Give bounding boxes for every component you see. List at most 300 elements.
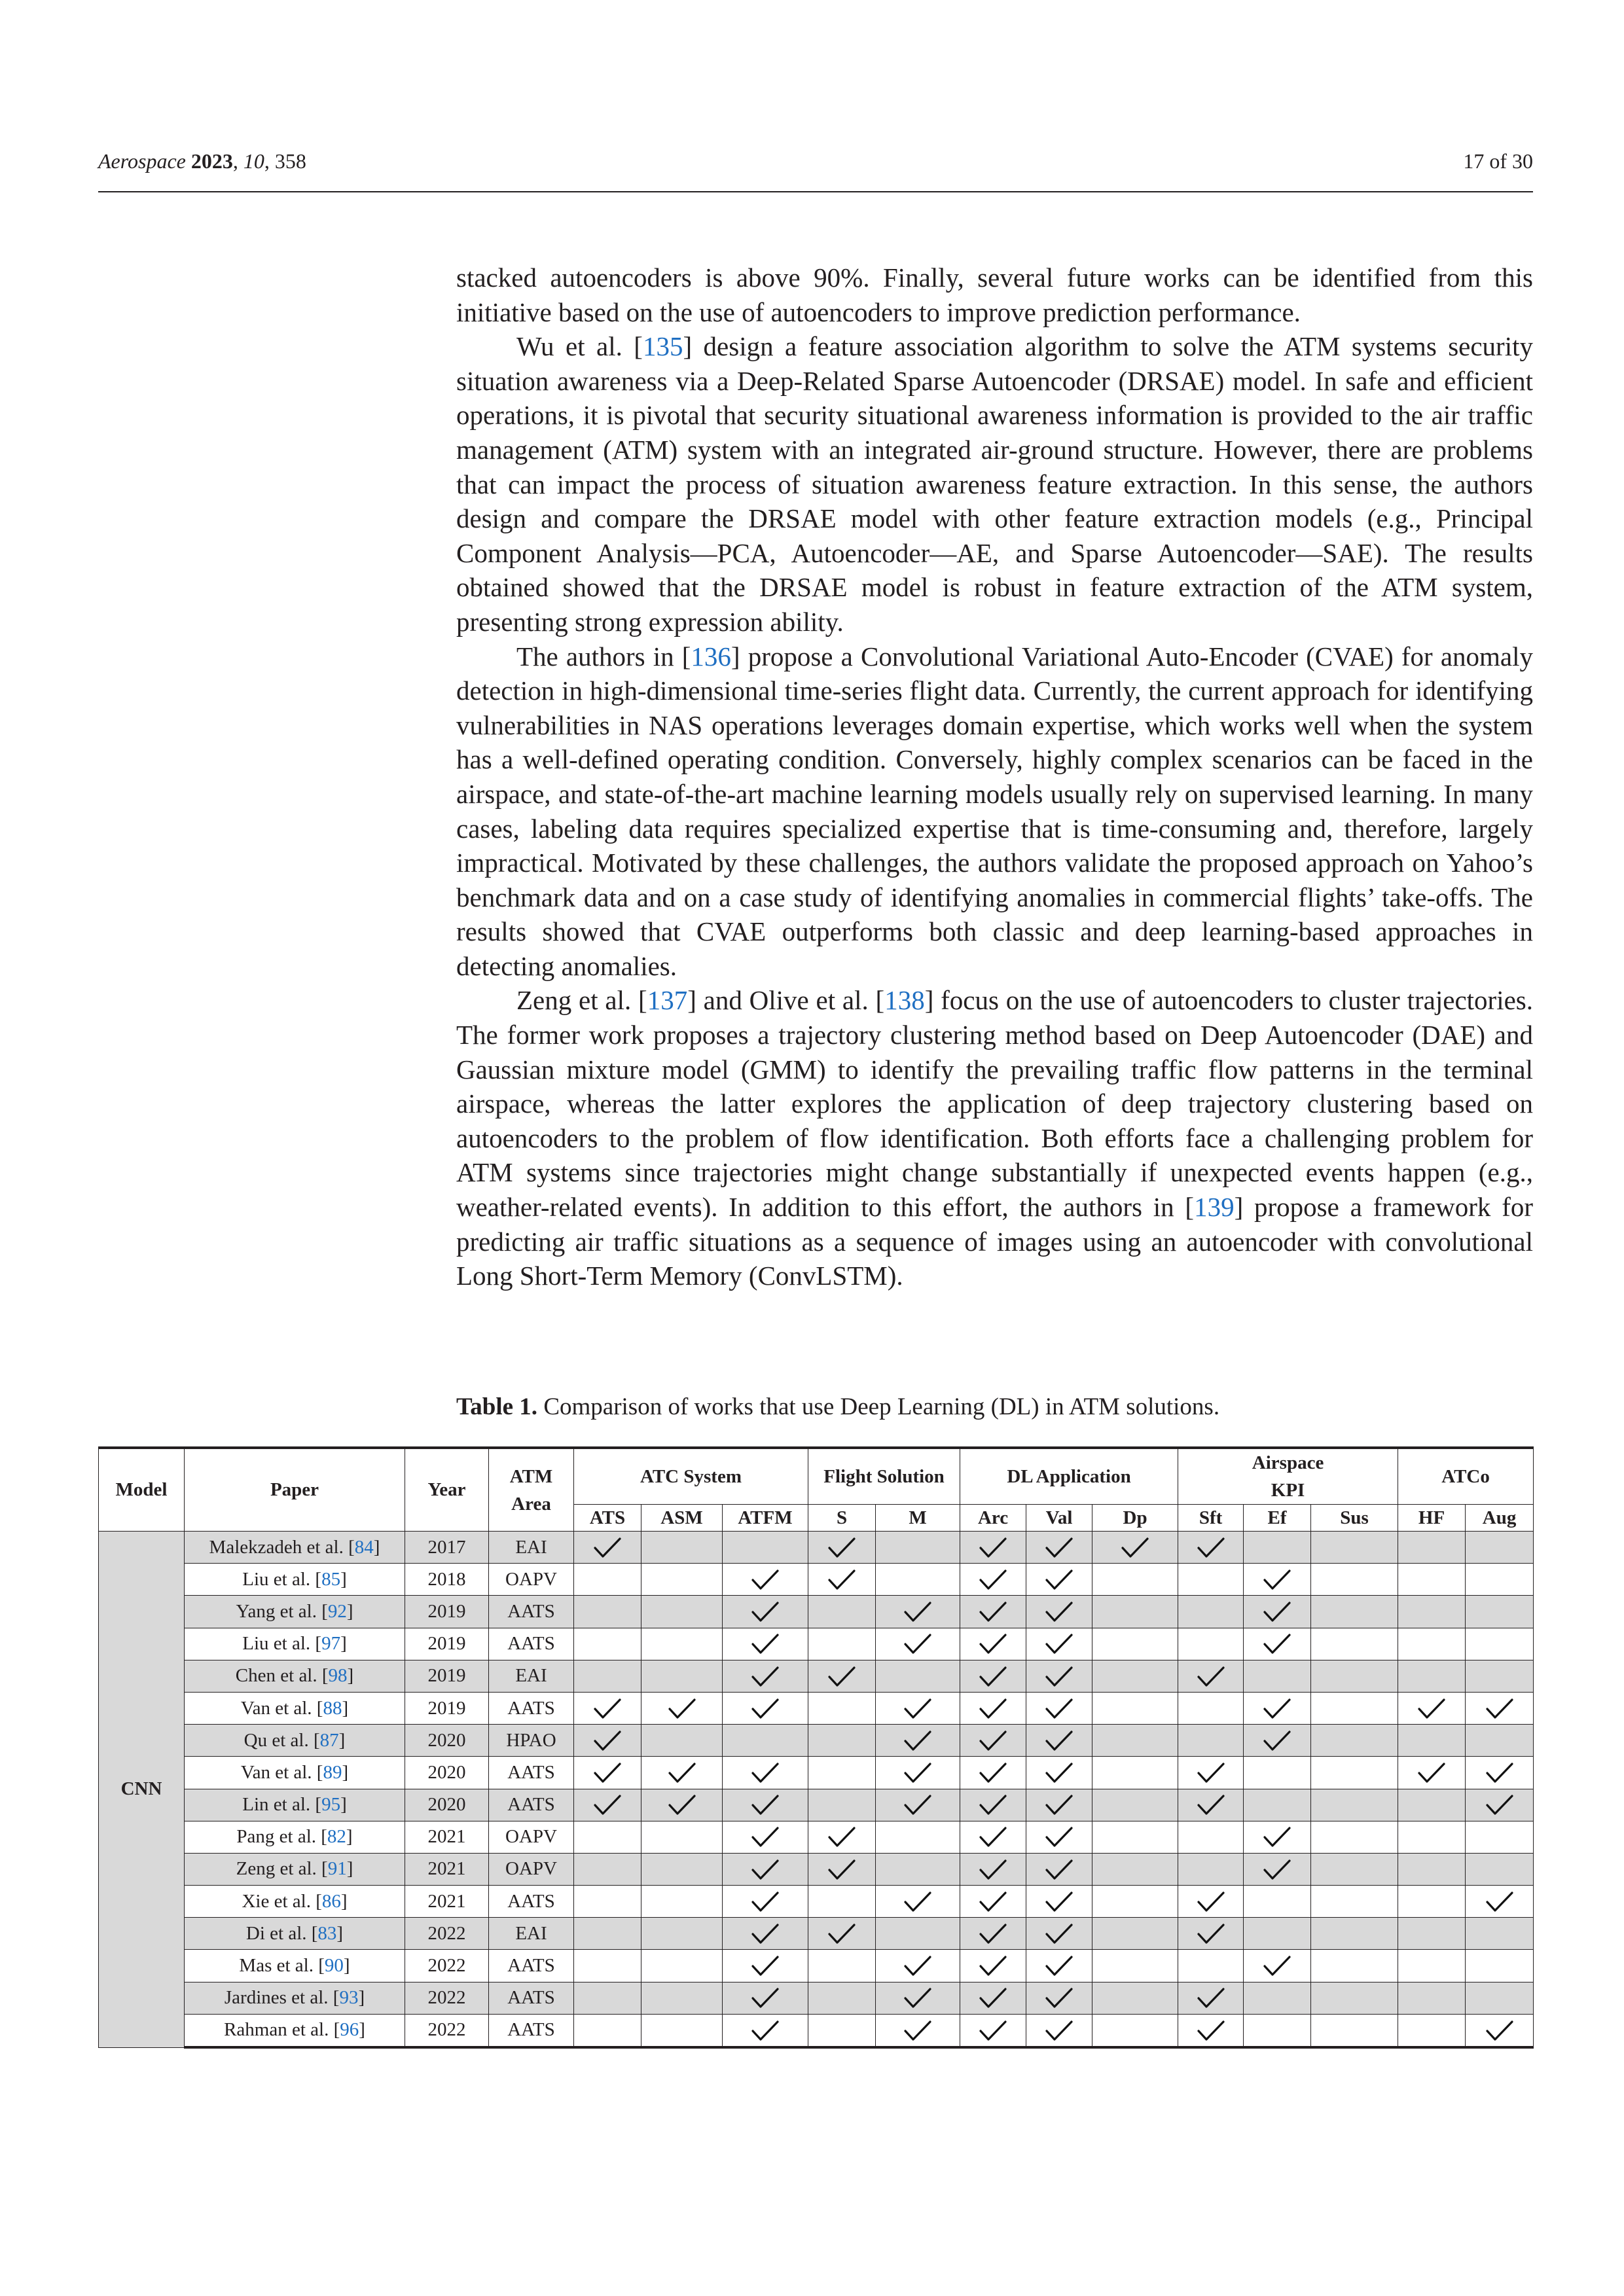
atm-area-cell: AATS <box>489 1789 574 1821</box>
cell-arc <box>960 1725 1026 1757</box>
cell-sft <box>1178 1950 1244 1982</box>
cell-ef <box>1244 1918 1311 1950</box>
cell-sus <box>1311 2014 1398 2047</box>
cell-atfm <box>723 1725 808 1757</box>
cell-arc <box>960 1660 1026 1692</box>
checkmark-icon <box>1263 1633 1291 1655</box>
checkmark-icon <box>903 1698 932 1720</box>
cell-sus <box>1311 1886 1398 1918</box>
subheader-val: Val <box>1026 1505 1092 1532</box>
checkmark-icon <box>1045 1826 1074 1848</box>
citation-link[interactable]: 135 <box>642 331 683 362</box>
cell-aug <box>1466 1982 1534 2014</box>
cell-s <box>808 1821 876 1853</box>
cell-val <box>1026 1596 1092 1628</box>
cell-hf <box>1398 1789 1466 1821</box>
checkmark-icon <box>979 1762 1007 1784</box>
bracket-close: ] <box>373 1536 380 1558</box>
cell-s <box>808 2014 876 2047</box>
cell-dp <box>1092 1757 1178 1789</box>
cell-m <box>876 1918 960 1950</box>
atm-area-cell: HPAO <box>489 1725 574 1757</box>
citation-link[interactable]: 87 <box>319 1729 339 1751</box>
cell-dp <box>1092 1950 1178 1982</box>
cell-aug <box>1466 1853 1534 1885</box>
checkmark-icon <box>593 1794 622 1816</box>
checkmark-icon <box>827 1666 856 1688</box>
checkmark-icon <box>979 1987 1007 2009</box>
cell-sus <box>1311 1853 1398 1885</box>
cell-ef <box>1244 1853 1311 1885</box>
cell-atfm <box>723 1950 808 1982</box>
cell-val <box>1026 1660 1092 1692</box>
paper-cell <box>185 1886 405 1918</box>
table-row <box>99 1821 1534 1853</box>
checkmark-icon <box>979 1569 1007 1591</box>
paper-cell <box>185 1692 405 1724</box>
cell-arc <box>960 1564 1026 1596</box>
cell-asm <box>641 1757 723 1789</box>
paper-cell <box>185 1757 405 1789</box>
checkmark-icon <box>903 1601 932 1623</box>
paper-author: Mas et al. [ <box>239 1955 325 1977</box>
table-caption <box>456 1393 1219 1421</box>
checkmark-icon <box>1045 1537 1074 1559</box>
bracket-close: ] <box>342 1697 349 1719</box>
checkmark-icon <box>1045 1987 1074 2009</box>
cell-s <box>808 1853 876 1885</box>
atm-area-cell: EAI <box>489 1532 574 1564</box>
checkmark-icon <box>751 1923 780 1945</box>
cell-asm <box>641 1596 723 1628</box>
checkmark-icon <box>1045 1794 1074 1816</box>
table-caption-text: Comparison of works that use Deep Learning (DL) in ATM solutions. <box>537 1393 1220 1420</box>
checkmark-icon <box>1045 1891 1074 1913</box>
checkmark-icon <box>1263 1601 1291 1623</box>
paper-author: Chen et al. [ <box>235 1665 329 1687</box>
year-cell: 2021 <box>405 1821 489 1853</box>
cell-arc <box>960 1821 1026 1853</box>
running-header-journal: Aerospace 2023, 10, 358 <box>98 149 306 173</box>
cell-sus <box>1311 1596 1398 1628</box>
cell-atfm <box>723 1532 808 1564</box>
table-row <box>99 1918 1534 1950</box>
cell-aug <box>1466 1950 1534 1982</box>
checkmark-icon <box>827 1923 856 1945</box>
table-row <box>99 1660 1534 1692</box>
comparison-table <box>98 1446 1534 2049</box>
checkmark-icon <box>668 1794 696 1816</box>
checkmark-icon <box>903 1633 932 1655</box>
paragraph-3 <box>456 639 1533 984</box>
year-cell: 2020 <box>405 1757 489 1789</box>
citation-link[interactable]: 83 <box>317 1922 337 1944</box>
cell-m <box>876 1789 960 1821</box>
paper-author: Liu et al. [ <box>242 1568 322 1590</box>
cell-val <box>1026 1950 1092 1982</box>
checkmark-icon <box>979 1666 1007 1688</box>
cell-dp <box>1092 1660 1178 1692</box>
checkmark-icon <box>751 1826 780 1848</box>
year-cell: 2019 <box>405 1628 489 1660</box>
cell-sus <box>1311 1789 1398 1821</box>
bracket-close: ] <box>359 2019 365 2041</box>
paper-cell <box>185 1789 405 1821</box>
cell-hf <box>1398 1757 1466 1789</box>
citation-link[interactable]: 91 <box>327 1858 347 1880</box>
cell-dp <box>1092 1853 1178 1885</box>
paper-cell <box>185 1596 405 1628</box>
citation-link[interactable]: 95 <box>321 1794 341 1816</box>
checkmark-icon <box>979 1633 1007 1655</box>
cell-asm <box>641 1982 723 2014</box>
citation-link[interactable]: 90 <box>324 1955 344 1977</box>
citation-link[interactable]: 138 <box>884 985 925 1016</box>
year-cell: 2021 <box>405 1853 489 1885</box>
cell-ats <box>574 1789 641 1821</box>
table-row <box>99 1596 1534 1628</box>
cell-val <box>1026 1725 1092 1757</box>
citation-link[interactable]: 93 <box>339 1987 359 2009</box>
cell-atfm <box>723 1821 808 1853</box>
atm-area-cell: AATS <box>489 1886 574 1918</box>
subheader-dp: Dp <box>1092 1505 1178 1532</box>
cell-ats <box>574 1886 641 1918</box>
cell-atfm <box>723 1596 808 1628</box>
cell-s <box>808 1532 876 1564</box>
cell-val <box>1026 1564 1092 1596</box>
citation-link[interactable]: 92 <box>327 1600 347 1622</box>
checkmark-icon <box>1045 1730 1074 1752</box>
cell-dp <box>1092 1564 1178 1596</box>
cell-ef <box>1244 1596 1311 1628</box>
cell-m <box>876 1660 960 1692</box>
subheader-asm: ASM <box>641 1505 723 1532</box>
cell-s <box>808 1725 876 1757</box>
cell-ats <box>574 1853 641 1885</box>
checkmark-icon <box>1197 1666 1225 1688</box>
checkmark-icon <box>1263 1955 1291 1977</box>
checkmark-icon <box>1197 1537 1225 1559</box>
cell-sft <box>1178 1725 1244 1757</box>
cell-sft <box>1178 1886 1244 1918</box>
checkmark-icon <box>1485 1891 1514 1913</box>
cell-ef <box>1244 1982 1311 2014</box>
subheader-ef: Ef <box>1244 1505 1311 1532</box>
cell-val <box>1026 1789 1092 1821</box>
cell-arc <box>960 1789 1026 1821</box>
checkmark-icon <box>903 2020 932 2042</box>
citation-link[interactable]: 97 <box>321 1633 341 1655</box>
checkmark-icon <box>903 1891 932 1913</box>
checkmark-icon <box>1045 1762 1074 1784</box>
checkmark-icon <box>1263 1730 1291 1752</box>
cell-s <box>808 1596 876 1628</box>
cell-atfm <box>723 1918 808 1950</box>
col-header-atm-area: ATM Area <box>489 1448 574 1532</box>
cell-sft <box>1178 1918 1244 1950</box>
paragraph-4 <box>456 983 1533 1293</box>
checkmark-icon <box>1045 1569 1074 1591</box>
cell-dp <box>1092 1886 1178 1918</box>
paper-author: Van et al. [ <box>240 1697 323 1719</box>
cell-sft <box>1178 1757 1244 1789</box>
subheader-sus: Sus <box>1311 1505 1398 1532</box>
paper-cell <box>185 1564 405 1596</box>
checkmark-icon <box>593 1537 622 1559</box>
col-header-year: Year <box>405 1448 489 1532</box>
cell-s <box>808 1628 876 1660</box>
cell-val <box>1026 1692 1092 1724</box>
checkmark-icon <box>1045 1666 1074 1688</box>
checkmark-icon <box>1197 1923 1225 1945</box>
subheader-m: M <box>876 1505 960 1532</box>
cell-aug <box>1466 1725 1534 1757</box>
paper-author: Van et al. [ <box>240 1761 323 1783</box>
citation-link[interactable]: 96 <box>340 2019 359 2041</box>
cell-ef <box>1244 1886 1311 1918</box>
paper-cell <box>185 2014 405 2047</box>
bracket-close: ] <box>336 1922 344 1944</box>
cell-asm <box>641 1853 723 1885</box>
cell-val <box>1026 1757 1092 1789</box>
cell-asm <box>641 2014 723 2047</box>
cell-asm <box>641 1789 723 1821</box>
cell-arc <box>960 1918 1026 1950</box>
cell-asm <box>641 1886 723 1918</box>
checkmark-icon <box>593 1730 622 1752</box>
cell-sft <box>1178 2014 1244 2047</box>
checkmark-icon <box>1197 1987 1225 2009</box>
table-row <box>99 1692 1534 1724</box>
cell-atfm <box>723 1628 808 1660</box>
cell-val <box>1026 1918 1092 1950</box>
cell-arc <box>960 1532 1026 1564</box>
year-cell: 2018 <box>405 1564 489 1596</box>
cell-ats <box>574 1628 641 1660</box>
paper-author: Qu et al. [ <box>244 1729 320 1751</box>
paper-author: Lin et al. [ <box>242 1794 322 1816</box>
cell-s <box>808 1918 876 1950</box>
citation-link[interactable]: 85 <box>321 1568 341 1590</box>
cell-m <box>876 1692 960 1724</box>
year-cell: 2022 <box>405 1982 489 2014</box>
subheader-hf: HF <box>1398 1505 1466 1532</box>
bracket-close: ] <box>338 1729 346 1751</box>
cell-atfm <box>723 1692 808 1724</box>
cell-aug <box>1466 1532 1534 1564</box>
cell-sus <box>1311 1918 1398 1950</box>
cell-hf <box>1398 1628 1466 1660</box>
cell-sus <box>1311 1821 1398 1853</box>
checkmark-icon <box>593 1698 622 1720</box>
checkmark-icon <box>979 1698 1007 1720</box>
cell-hf <box>1398 1886 1466 1918</box>
header-rule <box>98 191 1533 192</box>
citation-link[interactable]: 88 <box>323 1697 342 1719</box>
citation-link[interactable]: 89 <box>323 1761 342 1783</box>
cell-sft <box>1178 1821 1244 1853</box>
cell-asm <box>641 1692 723 1724</box>
checkmark-icon <box>668 1698 696 1720</box>
checkmark-icon <box>751 1891 780 1913</box>
paper-cell <box>185 1628 405 1660</box>
subheader-sft: Sft <box>1178 1505 1244 1532</box>
year-cell: 2022 <box>405 2014 489 2047</box>
checkmark-icon <box>979 1859 1007 1881</box>
checkmark-icon <box>1045 1633 1074 1655</box>
cell-hf <box>1398 1725 1466 1757</box>
cell-ef <box>1244 1757 1311 1789</box>
paragraph-2 <box>456 329 1533 639</box>
year-cell: 2019 <box>405 1660 489 1692</box>
paper-author: Malekzadeh et al. [ <box>209 1536 355 1558</box>
col-header-model: Model <box>99 1448 185 1532</box>
citation-link[interactable]: 137 <box>647 985 688 1016</box>
checkmark-icon <box>979 1955 1007 1977</box>
cell-hf <box>1398 1692 1466 1724</box>
paper-cell <box>185 1982 405 2014</box>
citation-link[interactable]: 84 <box>354 1536 374 1558</box>
paper-author: Jardines et al. [ <box>224 1987 340 2009</box>
checkmark-icon <box>1485 1794 1514 1816</box>
cell-ef <box>1244 1660 1311 1692</box>
cell-ats <box>574 1821 641 1853</box>
table-row <box>99 1725 1534 1757</box>
checkmark-icon <box>1417 1762 1446 1784</box>
cell-asm <box>641 1821 723 1853</box>
cell-arc <box>960 2014 1026 2047</box>
citation-link[interactable]: 86 <box>321 1890 341 1912</box>
checkmark-icon <box>1263 1569 1291 1591</box>
cell-m <box>876 1853 960 1885</box>
table-caption-label: Table 1. <box>456 1393 538 1420</box>
cell-ats <box>574 1950 641 1982</box>
cell-aug <box>1466 1789 1534 1821</box>
cell-m <box>876 1596 960 1628</box>
cell-s <box>808 1564 876 1596</box>
cell-sft <box>1178 1628 1244 1660</box>
cell-aug <box>1466 1886 1534 1918</box>
cell-arc <box>960 1596 1026 1628</box>
cell-ats <box>574 1660 641 1692</box>
checkmark-icon <box>1197 1794 1225 1816</box>
checkmark-icon <box>827 1826 856 1848</box>
paper-author: Yang et al. [ <box>236 1600 328 1622</box>
checkmark-icon <box>751 1569 780 1591</box>
checkmark-icon <box>903 1794 932 1816</box>
cell-val <box>1026 1821 1092 1853</box>
atm-area-cell: AATS <box>489 1692 574 1724</box>
atm-area-cell: AATS <box>489 1950 574 1982</box>
checkmark-icon <box>979 1601 1007 1623</box>
year-cell: 2017 <box>405 1532 489 1564</box>
checkmark-icon <box>1045 2020 1074 2042</box>
cell-hf <box>1398 1853 1466 1885</box>
subheader-ats: ATS <box>574 1505 641 1532</box>
bracket-close: ] <box>358 1987 365 2009</box>
cell-atfm <box>723 2014 808 2047</box>
col-header-paper: Paper <box>185 1448 405 1532</box>
table-row <box>99 2014 1534 2047</box>
paper-author: Di et al. [ <box>245 1922 318 1944</box>
paper-cell <box>185 1853 405 1885</box>
checkmark-icon <box>1263 1698 1291 1720</box>
cell-arc <box>960 1628 1026 1660</box>
checkmark-icon <box>1197 1762 1225 1784</box>
paper-author: Pang et al. [ <box>236 1826 327 1848</box>
checkmark-icon <box>1197 2020 1225 2042</box>
cell-ats <box>574 1918 641 1950</box>
cell-aug <box>1466 2014 1534 2047</box>
cell-m <box>876 1886 960 1918</box>
checkmark-icon <box>979 1826 1007 1848</box>
cell-m <box>876 1982 960 2014</box>
cell-m <box>876 1950 960 1982</box>
checkmark-icon <box>668 1762 696 1784</box>
cell-sus <box>1311 1660 1398 1692</box>
atm-area-cell: AATS <box>489 1757 574 1789</box>
cell-sus <box>1311 1982 1398 2014</box>
cell-asm <box>641 1660 723 1692</box>
paper-cell <box>185 1821 405 1853</box>
paragraph-2-text-a: Wu et al. [ <box>516 331 643 362</box>
table-row <box>99 1628 1534 1660</box>
cell-sft <box>1178 1692 1244 1724</box>
year-cell: 2021 <box>405 1886 489 1918</box>
cell-dp <box>1092 2014 1178 2047</box>
cell-ef <box>1244 1821 1311 1853</box>
cell-ef <box>1244 1564 1311 1596</box>
paragraph-4-text-d: ] propose a framework for predicting air traffic situations as a sequence of images using an autoencoder with convolutional Long Short-Term Memory (ConvLSTM). <box>456 1192 1534 1291</box>
cell-arc <box>960 1757 1026 1789</box>
paper-cell <box>185 1918 405 1950</box>
cell-s <box>808 1982 876 2014</box>
cell-atfm <box>723 1982 808 2014</box>
cell-aug <box>1466 1821 1534 1853</box>
paragraph-4-text-c: ] focus on the use of autoencoders to cluster trajectories. The former work proposes a trajectory clustering method based on Deep Autoencoder (DAE) and Gaussian mixture model (GMM) to identify the prevailing traffic flow patterns in the terminal airspace, whereas the latter explores the application of deep trajectory clustering based on autoencoders to the problem of flow identification. Both efforts face a challenging problem for ATM systems since trajectories might change substantially if unexpected events happen (e.g., weather-related events). In addition to this effort, the authors in [ <box>456 985 1533 1223</box>
cell-asm <box>641 1918 723 1950</box>
paper-author: Rahman et al. [ <box>224 2019 340 2041</box>
checkmark-icon <box>903 1955 932 1977</box>
cell-ats <box>574 1692 641 1724</box>
cell-m <box>876 2014 960 2047</box>
col-header-atc-system: ATC System <box>574 1448 808 1505</box>
checkmark-icon <box>751 1955 780 1977</box>
cell-aug <box>1466 1918 1534 1950</box>
cell-atfm <box>723 1886 808 1918</box>
cell-hf <box>1398 1660 1466 1692</box>
citation-link[interactable]: 139 <box>1194 1192 1235 1223</box>
cell-sus <box>1311 1725 1398 1757</box>
checkmark-icon <box>1045 1923 1074 1945</box>
citation-link[interactable]: 82 <box>327 1826 346 1848</box>
citation-link[interactable]: 98 <box>328 1665 348 1687</box>
checkmark-icon <box>903 1762 932 1784</box>
cell-arc <box>960 1950 1026 1982</box>
cell-hf <box>1398 1950 1466 1982</box>
bracket-close: ] <box>340 1890 348 1912</box>
cell-val <box>1026 1982 1092 2014</box>
checkmark-icon <box>979 1537 1007 1559</box>
citation-link[interactable]: 136 <box>691 641 731 672</box>
table-row <box>99 1982 1534 2014</box>
checkmark-icon <box>1197 1891 1225 1913</box>
cell-sft <box>1178 1853 1244 1885</box>
paper-author: Xie et al. [ <box>242 1890 322 1912</box>
cell-ef <box>1244 1692 1311 1724</box>
col-header-airspace-kpi: Airspace KPI <box>1178 1448 1398 1505</box>
